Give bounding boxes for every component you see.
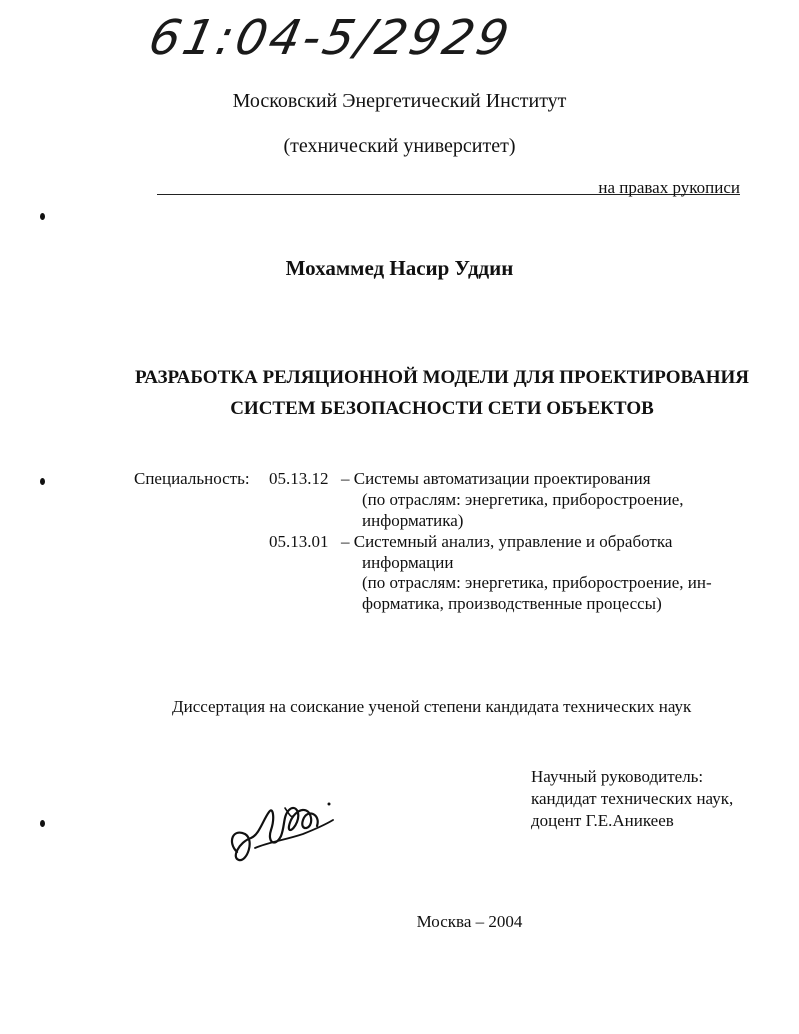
manuscript-note: на правах рукописи	[598, 178, 740, 197]
specialty-label: Специальность:	[134, 469, 250, 488]
specialty-text-2-line-3: (по отраслям: энергетика, приборостроение, ин-	[362, 573, 712, 592]
city-year: Москва – 2004	[416, 912, 523, 931]
specialty-text-1-line-1: – Системы автоматизации проектирования	[341, 469, 651, 488]
signature-icon	[225, 790, 345, 875]
supervisor-name: доцент Г.Е.Аникеев	[531, 811, 674, 830]
archive-number-handwritten: 61:04-5/2929	[144, 10, 517, 66]
margin-dot	[40, 478, 45, 485]
thesis-title-line-2: СИСТЕМ БЕЗОПАСНОСТИ СЕТИ ОБЪЕКТОВ	[230, 398, 654, 419]
specialty-text-2-line-4: форматика, производственные процессы)	[362, 594, 662, 613]
specialty-code-1: 05.13.12	[269, 469, 329, 488]
specialty-text-1-line-3: информатика)	[362, 511, 464, 530]
margin-dot	[40, 213, 45, 220]
thesis-title-line-1: РАЗРАБОТКА РЕЛЯЦИОННОЙ МОДЕЛИ ДЛЯ ПРОЕКТИРОВАНИЯ	[135, 367, 749, 388]
specialty-text-1-line-2: (по отраслям: энергетика, приборостроение,	[362, 490, 684, 509]
supervisor-heading: Научный руководитель:	[531, 767, 704, 786]
author-name: Мохаммед Насир Уддин	[285, 256, 514, 280]
margin-dot	[40, 820, 45, 827]
specialty-code-2: 05.13.01	[269, 532, 329, 551]
supervisor-degree: кандидат технических наук,	[531, 789, 734, 808]
institute-subtitle: (технический университет)	[283, 135, 516, 157]
specialty-text-2-line-2: информации	[362, 553, 454, 572]
dissertation-statement: Диссертация на соискание ученой степени кандидата технических наук	[172, 697, 692, 716]
institute-name: Московский Энергетический Институт	[232, 90, 567, 112]
specialty-text-2-line-1: – Системный анализ, управление и обработка	[341, 532, 673, 551]
